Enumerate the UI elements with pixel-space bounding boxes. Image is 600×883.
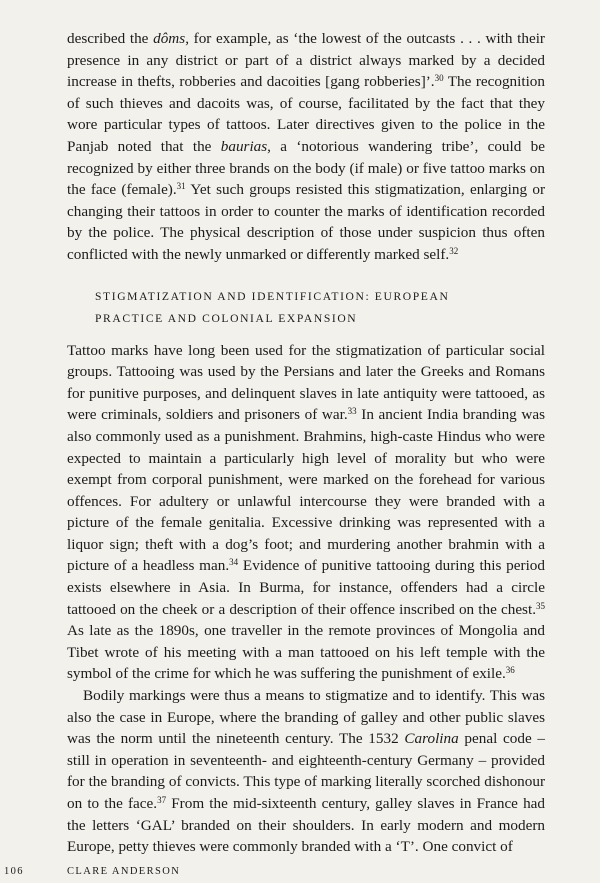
italic-term: baurias (220, 137, 268, 155)
footnote-ref: 30 (434, 73, 444, 84)
footnote-ref: 35 (536, 600, 545, 611)
footnote-ref: 37 (157, 795, 167, 805)
text-run: The recognition of such thieves and dacoits was, of course, facilitated by the fact that they wore particular types of tattoos. Later directives given to the police in the Panjab noted that the (67, 73, 545, 155)
text-run: From the mid-sixteenth century, galley slaves in France had the letters ‘GAL’ branded on their shoulders. In early modern and modern Europe, petty thieves were commonly branded with a ‘T’. One convict of (67, 795, 545, 856)
text-run: Tattoo marks have long been used for the stigmatization of particular social groups. Tattooing was used by the Persians and later the Greeks and Romans for punitive purposes, and delinquent slaves in late antiquity were tattooed, as were criminals, soldiers and prisoners of war. (67, 341, 545, 424)
paragraph-2 (67, 340, 545, 686)
text-run: Bodily markings were thus a means to stigmatize and to identify. This was also the case in Europe, where the branding of galley and other public slaves was the norm until the nineteenth century. The 1532 (67, 687, 545, 748)
text-run: As late as the 1890s, one traveller in the remote provinces of Mongolia and Tibet wrote of his meeting with a man tattooed on his left temple with the symbol of the crime for which he was suffering the punishment of exile. (67, 622, 545, 683)
text-run: , for example, as ‘the lowest of the outcasts . . . with their presence in any district or part of a district always marked by a decided increase in thefts, robberies and dacoities [gang robberies]’. (67, 30, 545, 91)
section-heading-line: STIGMATIZATION AND IDENTIFICATION: EUROPEAN (95, 289, 450, 303)
section-heading-line: PRACTICE AND COLONIAL EXPANSION (95, 311, 358, 325)
footnote-ref: 33 (347, 406, 357, 417)
text-run: described the (67, 30, 154, 47)
body-text (67, 28, 545, 858)
section-heading (67, 286, 545, 330)
running-head: CLARE ANDERSON (67, 866, 181, 877)
paragraph-1 (67, 28, 545, 266)
text-run: Evidence of punitive tattooing during this period exists elsewhere in Asia. In Burma, for instance, offenders had a circle tattooed on the cheek or a description of their offence inscribed on the chest. (67, 557, 545, 618)
page-number: 106 (4, 866, 24, 877)
text-run: Yet such groups resisted this stigmatization, enlarging or changing their tattoos in order to counter the marks of identification recorded by the police. The physical description of those under suspicion thus often conflicted with the newly unmarked or differently marked self. (67, 181, 546, 263)
paragraph-3 (67, 685, 545, 858)
italic-term: Carolina (404, 730, 459, 748)
text-run: penal code – still in operation in seventeenth- and eighteenth-century Germany – provided for the branding of convicts. This type of marking literally scorched dishonour on to the face. (67, 730, 546, 812)
footnote-ref: 32 (449, 245, 459, 256)
footnote-ref: 36 (505, 665, 515, 676)
footnote-ref: 34 (229, 557, 239, 568)
text-run: , a ‘notorious wandering tribe’, could be recognized by either three brands on the body (if male) or five tattoo marks on the face (female). (67, 137, 546, 199)
italic-term: dôms (153, 30, 186, 47)
footnote-ref: 31 (176, 181, 186, 192)
text-run: In ancient India branding was also commonly used as a punishment. Brahmins, high-caste Hindus who were expected to maintain a particularly high level of morality but who were exempt from corporal punishment, were marked on the forehead for various offences. For adultery or unlawful intercourse they were branded with a picture of the female genitalia. Excessive drinking was represented with a liquor sign; theft with a dog’s foot; and murdering another brahmin with a picture of a headless man. (67, 406, 545, 575)
